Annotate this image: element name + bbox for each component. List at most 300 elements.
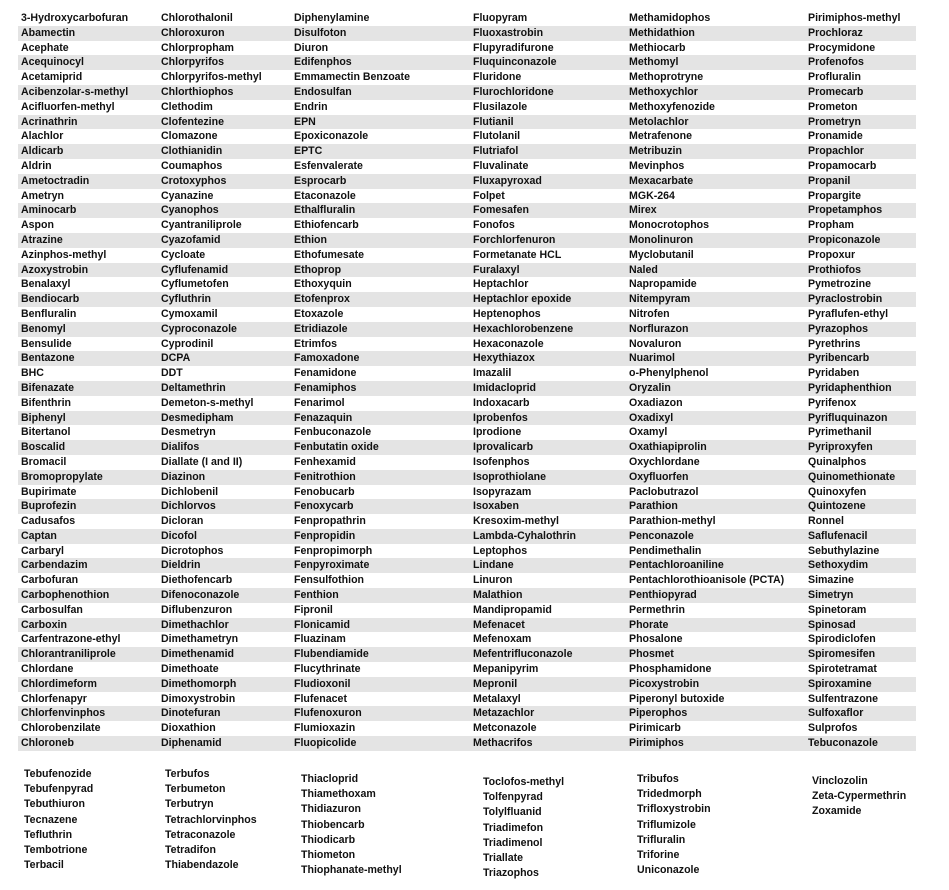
- compound-name: Chlordimeform: [21, 677, 97, 690]
- compound-name: Thiamethoxam: [301, 788, 376, 801]
- table-row: [18, 337, 916, 352]
- compound-name: Etaconazole: [294, 189, 356, 202]
- compound-name: Naled: [629, 263, 658, 276]
- compound-name: Acephate: [21, 41, 69, 54]
- table-row: [18, 396, 916, 411]
- compound-name: Pendimethalin: [629, 544, 702, 557]
- compound-name: Fenbutatin oxide: [294, 441, 379, 454]
- compound-name: Carbaryl: [21, 544, 64, 557]
- compound-name: Fluquinconazole: [473, 56, 557, 69]
- table-row: [18, 189, 916, 204]
- compound-name: EPN: [294, 115, 316, 128]
- compound-name: Phosmet: [629, 648, 674, 661]
- compound-name: Esprocarb: [294, 174, 347, 187]
- compound-name: Mefenoxam: [473, 633, 532, 646]
- compound-name: Mexacarbate: [629, 174, 694, 187]
- compound-name: Sulfoxaflor: [808, 707, 864, 720]
- compound-name: Clothianidin: [161, 145, 223, 158]
- table-row: [18, 218, 916, 233]
- compound-name: Formetanate HCL: [473, 248, 562, 261]
- compound-name: Mepanipyrim: [473, 663, 539, 676]
- compound-name: Cyflumetofen: [161, 278, 229, 291]
- compound-name: Tebuthiuron: [24, 798, 85, 811]
- compound-name: Paclobutrazol: [629, 485, 699, 498]
- extra-list-column: [483, 775, 564, 881]
- compound-name: Etrimfos: [294, 337, 337, 350]
- compound-name: Quinalphos: [808, 455, 867, 468]
- compound-name: Fonofos: [473, 219, 515, 232]
- compound-name: Bromopropylate: [21, 470, 103, 483]
- extra-list-column: [812, 774, 906, 820]
- compound-name: Napropamide: [629, 278, 697, 291]
- compound-name: Trifloxystrobin: [637, 803, 711, 816]
- compound-name: Ethoxyquin: [294, 278, 352, 291]
- compound-name: Metolachlor: [629, 115, 689, 128]
- compound-name: Pyridaben: [808, 367, 860, 380]
- compound-name: Pirimiphos: [629, 737, 684, 750]
- table-row: [18, 662, 916, 677]
- compound-name: Atrazine: [21, 233, 63, 246]
- compound-name: Permethrin: [629, 603, 685, 616]
- compound-name: Pyridaphenthion: [808, 381, 892, 394]
- compound-name: Acifluorfen-methyl: [21, 100, 115, 113]
- compound-name: Bifenazate: [21, 381, 74, 394]
- compound-name: Bentazone: [21, 352, 75, 365]
- compound-name: Oxadiazon: [629, 396, 683, 409]
- compound-name: Coumaphos: [161, 159, 223, 172]
- compound-name: Heptachlor: [473, 278, 529, 291]
- table-row: [18, 677, 916, 692]
- compound-name: Diuron: [294, 41, 329, 54]
- compound-name: Bromacil: [21, 455, 67, 468]
- compound-name: Alachlor: [21, 130, 64, 143]
- compound-name: Propargite: [808, 189, 861, 202]
- compound-name: Difenoconazole: [161, 589, 240, 602]
- compound-name: Benomyl: [21, 322, 66, 335]
- compound-name: Clethodim: [161, 100, 213, 113]
- compound-name: Oxychlordane: [629, 455, 700, 468]
- table-row: [18, 647, 916, 662]
- table-row: [18, 558, 916, 573]
- table-row: [18, 381, 916, 396]
- compound-name: Aldicarb: [21, 145, 64, 158]
- compound-name: Mefentrifluconazole: [473, 648, 573, 661]
- compound-name: Chlorpropham: [161, 41, 234, 54]
- compound-name: Trifluralin: [637, 833, 686, 846]
- compound-name: Flutriafol: [473, 145, 519, 158]
- compound-name: Oxyfluorfen: [629, 470, 689, 483]
- compound-name: Dimethenamid: [161, 648, 234, 661]
- compound-name: Penthiopyrad: [629, 589, 697, 602]
- compound-name: Pentachloroaniline: [629, 559, 724, 572]
- compound-name: Aldrin: [21, 159, 52, 172]
- table-row: [18, 351, 916, 366]
- compound-name: Saflufenacil: [808, 529, 868, 542]
- compound-name: Phosalone: [629, 633, 683, 646]
- compound-name: Tecnazene: [24, 813, 78, 826]
- compound-name: Hexaconazole: [473, 337, 544, 350]
- compound-name: Prometryn: [808, 115, 861, 128]
- compound-name: Pymetrozine: [808, 278, 871, 291]
- compound-name: Kresoxim-methyl: [473, 515, 559, 528]
- compound-name: Triazophos: [483, 867, 539, 880]
- compound-name: Oxamyl: [629, 426, 668, 439]
- compound-name: Flufenoxuron: [294, 707, 362, 720]
- compound-name: Chloroxuron: [161, 26, 225, 39]
- compound-name: Flutianil: [473, 115, 514, 128]
- compound-name: Chlordane: [21, 663, 74, 676]
- extra-list-column: [637, 772, 711, 878]
- compound-name: Cyanazine: [161, 189, 214, 202]
- compound-name: Pentachlorothioanisole (PCTA): [629, 574, 785, 587]
- compound-name: Cyfluthrin: [161, 293, 212, 306]
- extra-list-column: [24, 767, 93, 873]
- compound-name: Methomyl: [629, 56, 679, 69]
- compound-name: 3-Hydroxycarbofuran: [21, 12, 129, 24]
- compound-name: Aspon: [21, 219, 54, 232]
- compound-name: Isofenphos: [473, 455, 530, 468]
- table-row: [18, 26, 916, 41]
- compound-name: Heptenophos: [473, 307, 541, 320]
- compound-name: Pyrimethanil: [808, 426, 872, 439]
- compound-name: Desmedipham: [161, 411, 234, 424]
- compound-name: Imazalil: [473, 367, 512, 380]
- compound-name: Mefenacet: [473, 618, 525, 631]
- compound-name: Profenofos: [808, 56, 864, 69]
- compound-name: Thiodicarb: [301, 833, 356, 846]
- compound-name: Mevinphos: [629, 159, 685, 172]
- extra-list-column: [301, 772, 402, 878]
- compound-name: Acrinathrin: [21, 115, 78, 128]
- table-row: [18, 588, 916, 603]
- compound-name: Methoxychlor: [629, 85, 698, 98]
- compound-name: Boscalid: [21, 441, 66, 454]
- compound-name: Fluopicolide: [294, 737, 357, 750]
- compound-name: Propamocarb: [808, 159, 877, 172]
- compound-name: Aminocarb: [21, 204, 77, 217]
- compound-name: Metribuzin: [629, 145, 682, 158]
- compound-name: Tefluthrin: [24, 828, 73, 841]
- compound-name: Picoxystrobin: [629, 677, 700, 690]
- compound-name: Bifenthrin: [21, 396, 72, 409]
- compound-name: Desmetryn: [161, 426, 216, 439]
- table-row: [18, 736, 916, 751]
- compound-name: Fenoxycarb: [294, 500, 354, 513]
- compound-name: Uniconazole: [637, 864, 700, 877]
- compound-name: Oxathiapiprolin: [629, 441, 707, 454]
- compound-name: Flufenacet: [294, 692, 347, 705]
- compound-name: Dichlobenil: [161, 485, 219, 498]
- compound-name: Cyproconazole: [161, 322, 237, 335]
- table-row: [18, 277, 916, 292]
- compound-name: Sulfentrazone: [808, 692, 879, 705]
- compound-name: Dimethametryn: [161, 633, 239, 646]
- compound-name: Ametryn: [21, 189, 64, 202]
- table-row: [18, 692, 916, 707]
- compound-name: Diflubenzuron: [161, 603, 233, 616]
- compound-name: Piperophos: [629, 707, 688, 720]
- compound-name: Dinotefuran: [161, 707, 221, 720]
- compound-name: Carfentrazone-ethyl: [21, 633, 121, 646]
- table-row: [18, 129, 916, 144]
- table-row: [18, 470, 916, 485]
- compound-name: Ethiofencarb: [294, 219, 359, 232]
- compound-name: Fenpyroximate: [294, 559, 370, 572]
- compound-name: Hexythiazox: [473, 352, 535, 365]
- compound-name: Flonicamid: [294, 618, 350, 631]
- compound-name: Flubendiamide: [294, 648, 369, 661]
- compound-name: Bendiocarb: [21, 293, 80, 306]
- compound-name: Dimoxystrobin: [161, 692, 236, 705]
- compound-name: Sulprofos: [808, 722, 858, 735]
- compound-name: Phosphamidone: [629, 663, 712, 676]
- compound-name: Linuron: [473, 574, 513, 587]
- compound-name: Benfluralin: [21, 307, 77, 320]
- compound-name: Fomesafen: [473, 204, 529, 217]
- compound-name: Acibenzolar-s-methyl: [21, 85, 129, 98]
- compound-name: Phorate: [629, 618, 669, 631]
- compound-name: Chlorobenzilate: [21, 722, 101, 735]
- table-row: [18, 11, 916, 26]
- compound-name: Tembotrione: [24, 843, 88, 856]
- compound-name: Spiromesifen: [808, 648, 876, 661]
- compound-name: Isoxaben: [473, 500, 519, 513]
- compound-name: Iprobenfos: [473, 411, 528, 424]
- compound-name: Cymoxamil: [161, 307, 218, 320]
- table-row: [18, 529, 916, 544]
- compound-name: Flumioxazin: [294, 722, 356, 735]
- compound-name: Dialifos: [161, 441, 200, 454]
- table-row: [18, 514, 916, 529]
- compound-name: Fluvalinate: [473, 159, 529, 172]
- compound-name: Tridedmorph: [637, 788, 702, 801]
- compound-name: Dioxathion: [161, 722, 216, 735]
- compound-name: Monocrotophos: [629, 219, 710, 232]
- table-row: [18, 41, 916, 56]
- compound-name: MGK-264: [629, 189, 675, 202]
- compound-name: Mepronil: [473, 677, 518, 690]
- compound-name: BHC: [21, 367, 44, 380]
- compound-name: Methidathion: [629, 26, 695, 39]
- compound-name: Fenbuconazole: [294, 426, 372, 439]
- table-row: [18, 425, 916, 440]
- compound-name: Ethoprop: [294, 263, 342, 276]
- compound-name: Procymidone: [808, 41, 876, 54]
- compound-name: Pronamide: [808, 130, 863, 143]
- table-row: [18, 706, 916, 721]
- compound-name: Azoxystrobin: [21, 263, 89, 276]
- compound-name: Emmamectin Benzoate: [294, 71, 410, 84]
- compound-name: Methacrifos: [473, 737, 533, 750]
- compound-name: Thiobencarb: [301, 818, 365, 831]
- compound-name: Prometon: [808, 100, 858, 113]
- compound-name: Zoxamide: [812, 805, 862, 818]
- compound-name: Mirex: [629, 204, 657, 217]
- compound-name: Etoxazole: [294, 307, 344, 320]
- compound-name: Fenpropathrin: [294, 515, 366, 528]
- compound-name: Pyraclostrobin: [808, 293, 883, 306]
- compound-name: Carbendazim: [21, 559, 88, 572]
- compound-name: Diallate (I and II): [161, 455, 243, 468]
- compound-name: Bupirimate: [21, 485, 77, 498]
- compound-name: Pyrifluquinazon: [808, 411, 888, 424]
- compound-name: Prothiofos: [808, 263, 861, 276]
- compound-name: Carbosulfan: [21, 603, 83, 616]
- compound-name: Thidiazuron: [301, 803, 362, 816]
- compound-name: Crotoxyphos: [161, 174, 227, 187]
- compound-name: Vinclozolin: [812, 775, 868, 787]
- compound-name: Sebuthylazine: [808, 544, 880, 557]
- compound-name: Azinphos-methyl: [21, 248, 107, 261]
- table-row: [18, 55, 916, 70]
- compound-name: Pyrazophos: [808, 322, 869, 335]
- compound-name: Piperonyl butoxide: [629, 692, 725, 705]
- compound-name: Fenpropimorph: [294, 544, 373, 557]
- compound-name: Terbacil: [24, 859, 64, 872]
- compound-name: DCPA: [161, 352, 191, 365]
- compound-name: Isopyrazam: [473, 485, 532, 498]
- table-row: [18, 499, 916, 514]
- compound-name: Endosulfan: [294, 85, 352, 98]
- compound-name: Fluazinam: [294, 633, 346, 646]
- compound-name: Spinetoram: [808, 603, 867, 616]
- compound-name: Tebufenozide: [24, 768, 92, 780]
- compound-name: DDT: [161, 367, 183, 380]
- compound-name: Cyanophos: [161, 204, 219, 217]
- compound-name: Dimethachlor: [161, 618, 229, 631]
- compound-name: Spirotetramat: [808, 663, 877, 676]
- compound-name: Promecarb: [808, 85, 864, 98]
- compound-name: Clomazone: [161, 130, 218, 143]
- table-row: [18, 233, 916, 248]
- compound-name: Epoxiconazole: [294, 130, 369, 143]
- table-row: [18, 100, 916, 115]
- compound-name: Nuarimol: [629, 352, 675, 365]
- compound-name: Demeton-s-methyl: [161, 396, 254, 409]
- compound-name: Propanil: [808, 174, 851, 187]
- compound-name: Dicloran: [161, 515, 204, 528]
- compound-name: Pyribencarb: [808, 352, 870, 365]
- compound-name: Chlorfenvinphos: [21, 707, 106, 720]
- compound-name: Spirodiclofen: [808, 633, 876, 646]
- compound-name: Quintozene: [808, 500, 866, 513]
- compound-name: Captan: [21, 529, 57, 542]
- table-row: [18, 115, 916, 130]
- table-row: [18, 292, 916, 307]
- compound-name: Spinosad: [808, 618, 856, 631]
- compound-name: Novaluron: [629, 337, 682, 350]
- compound-name: Tribufos: [637, 773, 679, 785]
- compound-name: Diphenamid: [161, 737, 222, 750]
- compound-name: Propham: [808, 219, 854, 232]
- table-row: [18, 485, 916, 500]
- compound-name: Diethofencarb: [161, 574, 233, 587]
- compound-name: Malathion: [473, 589, 523, 602]
- compound-name: Pyrethrins: [808, 337, 861, 350]
- compound-name: Methiocarb: [629, 41, 686, 54]
- compound-name: Terbutryn: [165, 798, 214, 811]
- compound-name: Fenazaquin: [294, 411, 353, 424]
- compound-name: Metconazole: [473, 722, 537, 735]
- compound-name: Prochloraz: [808, 26, 863, 39]
- compound-name: Diazinon: [161, 470, 206, 483]
- compound-name: Dicrotophos: [161, 544, 224, 557]
- compound-name: Metazachlor: [473, 707, 535, 720]
- compound-name: Chlorthiophos: [161, 85, 234, 98]
- compound-name: Tetraconazole: [165, 828, 236, 841]
- compound-name: Quinoxyfen: [808, 485, 867, 498]
- compound-name: Terbumeton: [165, 783, 226, 796]
- table-row: [18, 455, 916, 470]
- compound-name: Fenarimol: [294, 396, 345, 409]
- compound-name: Zeta-Cypermethrin: [812, 790, 907, 803]
- compound-name: Cadusafos: [21, 515, 76, 528]
- compound-name: Triallate: [483, 851, 524, 864]
- compound-name: Thiometon: [301, 848, 356, 861]
- table-row: [18, 632, 916, 647]
- compound-name: Leptophos: [473, 544, 528, 557]
- compound-name: Flutolanil: [473, 130, 521, 143]
- compound-name: Ethalfluralin: [294, 204, 356, 217]
- compound-name: Buprofezin: [21, 500, 77, 513]
- compound-name: Thiacloprid: [301, 773, 359, 785]
- compound-name: Fenamiphos: [294, 381, 357, 394]
- compound-name: Biphenyl: [21, 411, 66, 424]
- table-row: [18, 248, 916, 263]
- compound-name: Simetryn: [808, 589, 854, 602]
- compound-name: Acetamiprid: [21, 71, 83, 84]
- compound-name: Fenhexamid: [294, 455, 356, 468]
- compound-name: Quinomethionate: [808, 470, 896, 483]
- compound-name: Benalaxyl: [21, 278, 71, 291]
- compound-name: Profluralin: [808, 71, 861, 84]
- compound-name: Deltamethrin: [161, 381, 226, 394]
- table-row: [18, 366, 916, 381]
- compound-name: Metalaxyl: [473, 692, 521, 705]
- table-row: [18, 544, 916, 559]
- compound-name: Disulfoton: [294, 26, 347, 39]
- extra-list-column: [165, 767, 257, 873]
- compound-name: Fenthion: [294, 589, 339, 602]
- compound-name: Forchlorfenuron: [473, 233, 556, 246]
- compound-name: Flupyradifurone: [473, 41, 554, 54]
- table-row: [18, 618, 916, 633]
- compound-name: Penconazole: [629, 529, 694, 542]
- table-row: [18, 203, 916, 218]
- table-row: [18, 159, 916, 174]
- compound-name: Tolfenpyrad: [483, 791, 543, 804]
- compound-name: Cyazofamid: [161, 233, 221, 246]
- compound-name: EPTC: [294, 145, 323, 158]
- compound-name: Dimethoate: [161, 663, 219, 676]
- compound-name: Nitempyram: [629, 293, 691, 306]
- compound-name: Toclofos-methyl: [483, 776, 565, 788]
- compound-name: Triadimenol: [483, 836, 543, 849]
- compound-name: Tetrachlorvinphos: [165, 813, 257, 826]
- compound-name: Oxadixyl: [629, 411, 674, 424]
- compound-name: Propachlor: [808, 145, 864, 158]
- table-row: [18, 411, 916, 426]
- table-row: [18, 70, 916, 85]
- compound-name: Chlorfenapyr: [21, 692, 87, 705]
- compound-name: Folpet: [473, 189, 505, 202]
- compound-name: Acequinocyl: [21, 56, 84, 69]
- compound-name: Fluridone: [473, 71, 522, 84]
- compound-name: Etofenprox: [294, 293, 350, 306]
- compound-name: Fenpropidin: [294, 529, 356, 542]
- table-row: [18, 603, 916, 618]
- table-row: [18, 263, 916, 278]
